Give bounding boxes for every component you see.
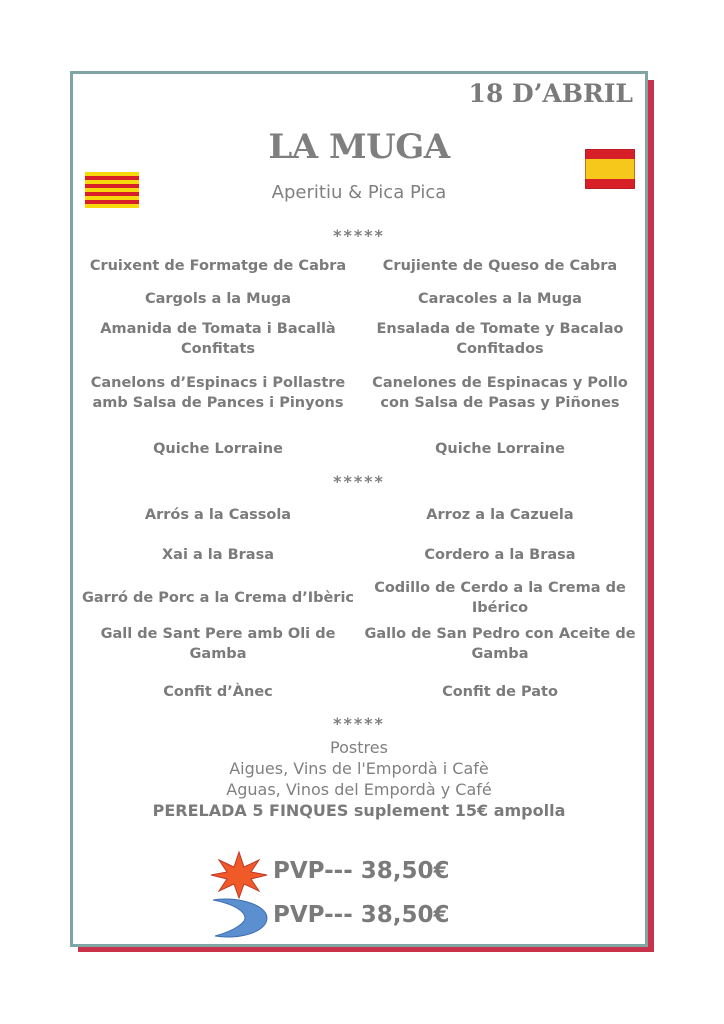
- menu-subtitle: Aperitiu & Pica Pica: [271, 182, 447, 203]
- sun-icon: [209, 850, 269, 900]
- dish-spanish: Caracoles a la Muga: [418, 291, 582, 307]
- dish-catalan: Canelons d’Espinacs i Pollastre amb Salsa de Pances i Pinyons: [90, 375, 346, 411]
- drinks-spanish: Aguas, Vinos del Empordà y Café: [226, 780, 492, 799]
- dish-spanish: Crujiente de Queso de Cabra: [382, 258, 618, 274]
- dish-spanish: Quiche Lorraine: [435, 441, 565, 457]
- menu-card: [70, 71, 648, 947]
- menu-row: [73, 319, 645, 359]
- dish-spanish: Cordero a la Brasa: [424, 547, 576, 563]
- catalan-flag-icon: [85, 172, 139, 208]
- price-dinner: PVP--- 38,50€: [273, 902, 450, 928]
- desserts-label: Postres: [330, 738, 388, 757]
- dish-catalan: Cruixent de Formatge de Cabra: [89, 258, 347, 274]
- menu-row: [73, 256, 645, 276]
- dish-spanish: Ensalada de Tomate y Bacalao Confitados: [376, 321, 624, 357]
- dish-catalan: Arrós a la Cassola: [144, 507, 292, 523]
- menu-row: [73, 545, 645, 565]
- dish-catalan: Quiche Lorraine: [153, 441, 283, 457]
- dish-spanish: Arroz a la Cazuela: [426, 507, 574, 523]
- wine-supplement: PERELADA 5 FINQUES suplement 15€ ampolla: [152, 801, 566, 820]
- menu-row: [73, 439, 645, 459]
- dish-catalan: Garró de Porc a la Crema d’Ibèric: [81, 590, 355, 606]
- menu-row: [73, 624, 645, 664]
- drinks-catalan: Aigues, Vins de l'Empordà i Cafè: [229, 759, 489, 778]
- separator: *****: [333, 226, 385, 245]
- menu-row: [73, 363, 645, 423]
- menu-date: 18 D’ABRIL: [468, 79, 633, 108]
- spanish-flag-icon: [585, 149, 635, 189]
- moon-icon: [211, 894, 271, 940]
- separator: *****: [333, 714, 385, 733]
- dish-catalan: Cargols a la Muga: [144, 291, 292, 307]
- price-lunch: PVP--- 38,50€: [273, 858, 450, 884]
- dish-catalan: Confit d’Ànec: [163, 684, 273, 700]
- menu-row: [73, 578, 645, 618]
- menu-row: [73, 289, 645, 309]
- dish-catalan: Amanida de Tomata i Bacallà Confitats: [100, 321, 336, 357]
- separator: *****: [333, 472, 385, 491]
- menu-row: [73, 505, 645, 525]
- dish-catalan: Xai a la Brasa: [161, 547, 275, 563]
- dish-spanish: Codillo de Cerdo a la Crema de Ibérico: [374, 580, 626, 616]
- dish-spanish: Confit de Pato: [442, 684, 558, 700]
- restaurant-title: LA MUGA: [268, 127, 450, 167]
- dish-spanish: Gallo de San Pedro con Aceite de Gamba: [364, 626, 636, 662]
- dish-spanish: Canelones de Espinacas y Pollo con Salsa de Pasas y Piñones: [372, 375, 628, 411]
- dish-catalan: Gall de Sant Pere amb Oli de Gamba: [100, 626, 336, 662]
- menu-row: [73, 682, 645, 702]
